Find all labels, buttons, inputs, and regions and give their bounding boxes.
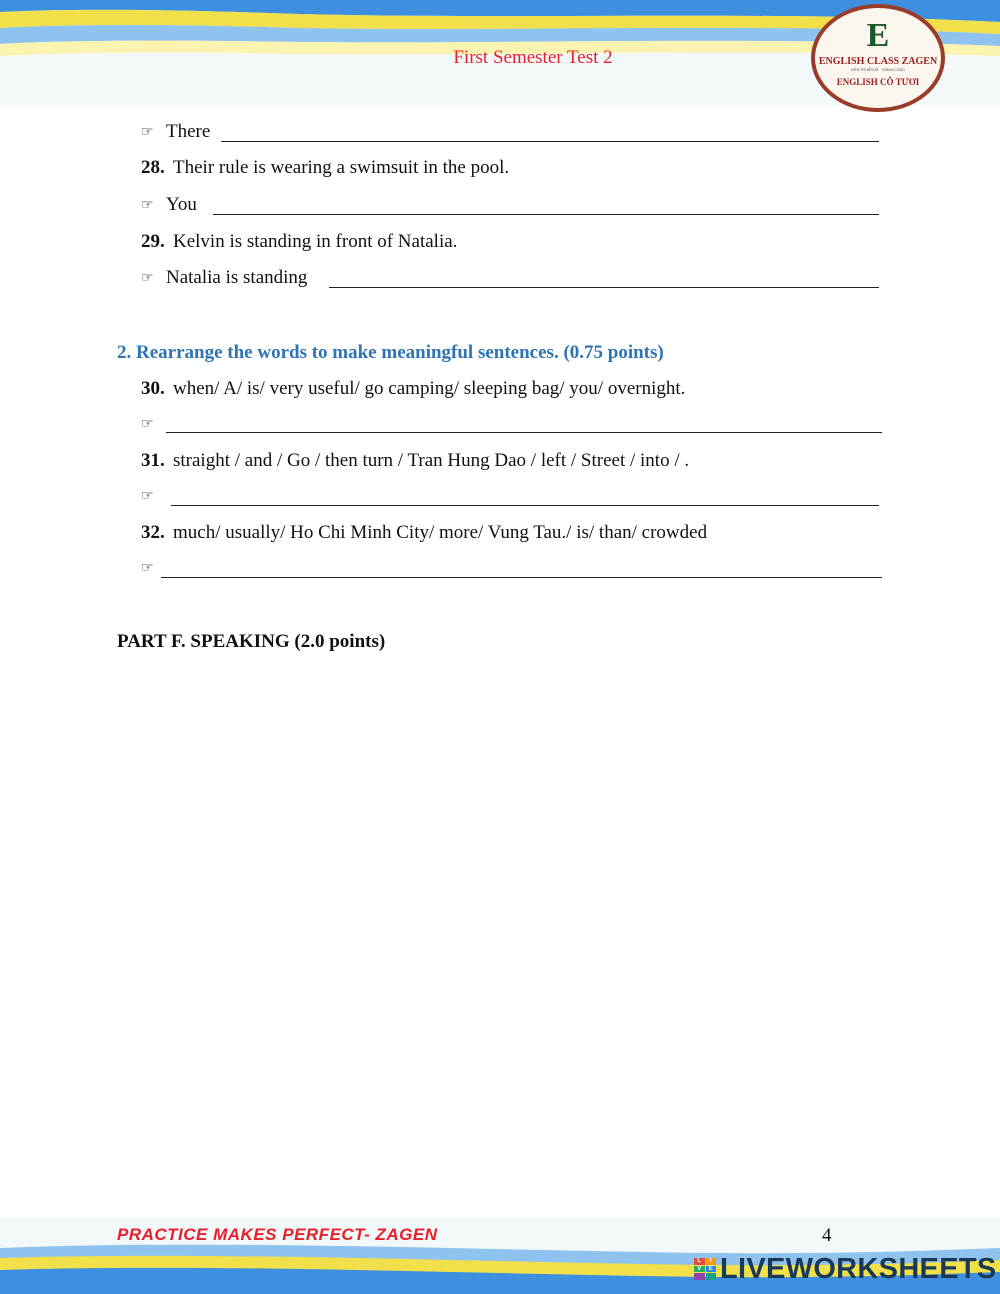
part-f-heading: PART F. SPEAKING (2.0 points) [117,631,386,652]
item29-text: Kelvin is standing in front of Natalia. [173,231,458,252]
q31-answer-blank[interactable] [171,505,879,506]
logo-line1: ENGLISH CLASS ZAGEN [818,56,938,67]
hand-pointer-icon: ☞ [141,560,154,576]
q30-number: 30. [141,378,165,399]
page-number: 4 [822,1225,832,1246]
hand-pointer-icon: ☞ [141,197,154,213]
section2-heading: 2. Rearrange the words to make meaningful sentences. (0.75 points) [117,342,664,363]
liveworksheets-brand[interactable] [694,1253,997,1285]
item28-answer-prefix: You [166,194,197,215]
q30-answer-blank[interactable] [166,432,882,433]
q32-number: 32. [141,522,165,543]
logo-letter: E [866,17,890,54]
q31-text: straight / and / Go / then turn / Tran Hung Dao / left / Street / into / . [173,450,690,471]
logo-tiny: KIÊN TRÌ BỀN BỈ - THÀNH CÔNG [851,68,905,72]
item27-answer-blank[interactable] [221,141,879,142]
header-title: First Semester Test 2 [453,47,613,68]
q32-answer-blank[interactable] [161,577,882,578]
q31-number: 31. [141,450,165,471]
logo-line2: ENGLISH CÔ TƯƠI [836,77,920,87]
q32-text: much/ usually/ Ho Chi Minh City/ more/ Vung Tau./ is/ than/ crowded [173,522,708,543]
item27-answer-prefix: There [166,121,211,142]
item29-number: 29. [141,231,165,252]
english-class-zagen-logo [809,2,947,114]
hand-pointer-icon: ☞ [141,270,154,286]
hand-pointer-icon: ☞ [141,488,154,504]
item28-answer-blank[interactable] [213,214,879,215]
liveworksheets-text: LIVEWORKSHEETS [720,1252,997,1285]
item29-answer-blank[interactable] [329,287,879,288]
item28-number: 28. [141,157,165,178]
item28-text: Their rule is wearing a swimsuit in the pool. [173,157,510,178]
liveworksheets-logo-icon: L I V E [694,1258,716,1280]
footer-motto: PRACTICE MAKES PERFECT- ZAGEN [117,1225,438,1244]
q30-text: when/ A/ is/ very useful/ go camping/ sleeping bag/ you/ overnight. [173,378,686,399]
item29-answer-prefix: Natalia is standing [166,267,308,288]
hand-pointer-icon: ☞ [141,416,154,432]
hand-pointer-icon: ☞ [141,124,154,140]
